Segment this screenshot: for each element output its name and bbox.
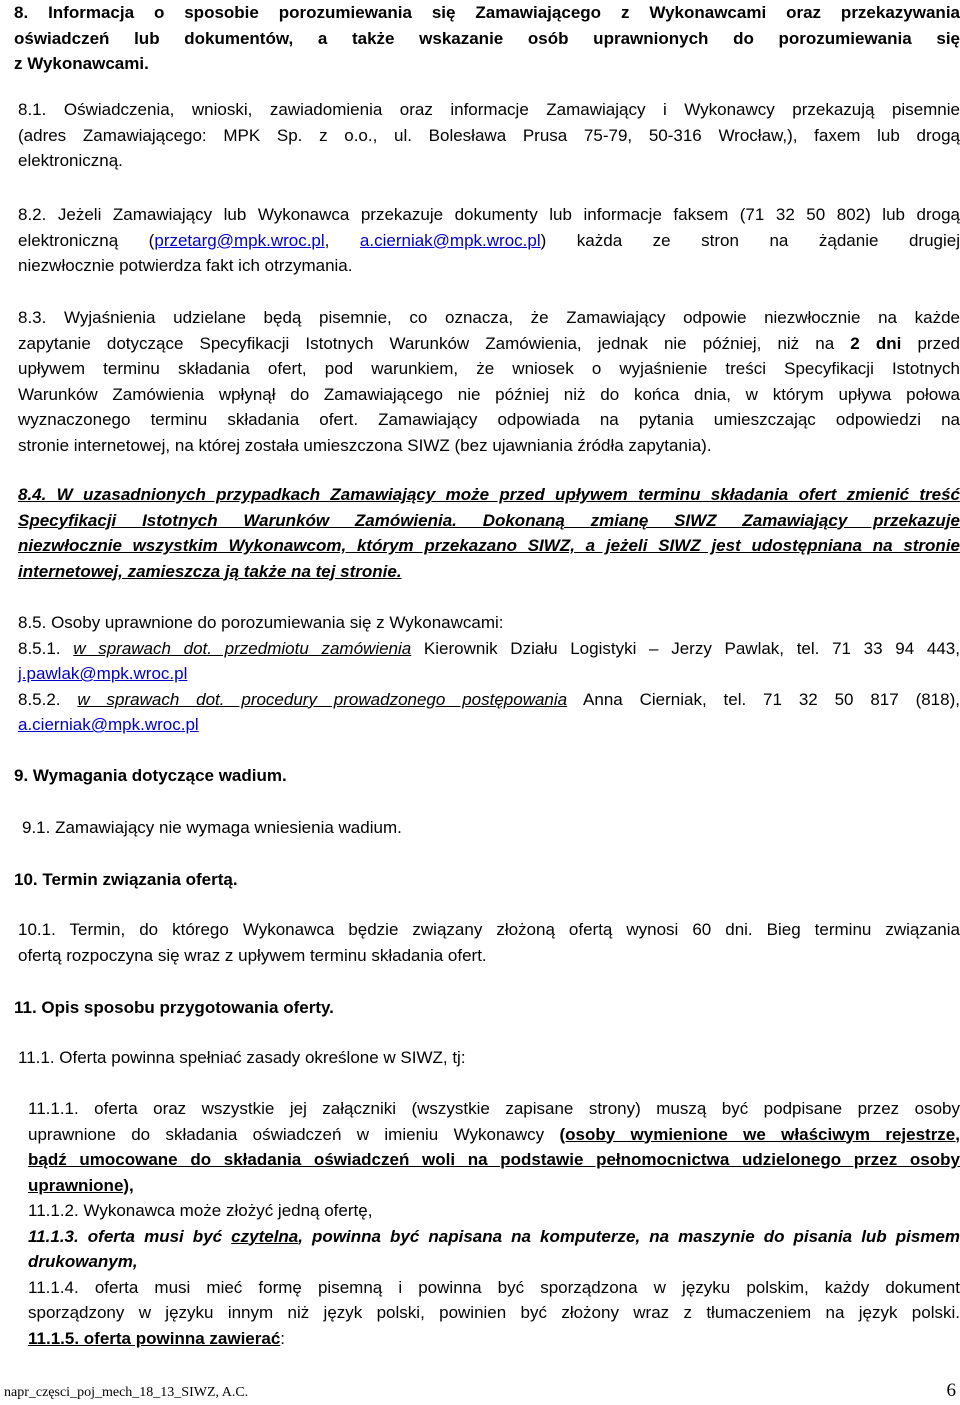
paragraph-11-1-items [28, 1096, 960, 1351]
text-line: (adres Zamawiającego: MPK Sp. z o.o., ul. Bolesława Prusa 75-79, 50-316 Wrocław,), faxem lub drogą [18, 125, 960, 145]
heading-line: 10. Termin związania ofertą. [14, 870, 238, 889]
text-line [18, 712, 960, 738]
italic-span: w sprawach dot. procedury prowadzonego postępowania [77, 689, 568, 709]
text-line: elektroniczną. [18, 151, 123, 170]
page-number: 6 [946, 1380, 956, 1401]
paragraph-10-1 [18, 917, 960, 968]
paragraph-8-1 [18, 97, 960, 174]
italic-span: w sprawach dot. przedmiotu zamówienia [73, 638, 412, 658]
text-line: Warunków Zamówienia wpłynął do Zamawiającego nie później niż do końca dnia, w którym upływa połowa [18, 384, 960, 404]
text-span: przed [917, 333, 960, 353]
text-line: Specyfikacji Istotnych Warunków Zamówienia. Dokonaną zmianę SIWZ Zamawiający przekazuje [18, 510, 960, 530]
text-span: elektroniczną ( [18, 230, 155, 250]
text-span: zapytanie dotyczące Specyfikacji Istotnych Warunków Zamówienia, jednak nie później, niż na [18, 333, 835, 353]
text-line [18, 228, 960, 254]
paragraph-8-2 [18, 202, 960, 279]
heading-line: oświadczeń lub dokumentów, a także wskazanie osób uprawnionych do porozumiewania się [14, 28, 960, 48]
paragraph-9-1 [22, 815, 960, 841]
text-span: Kierownik Działu Logistyki – Jerzy Pawlak, tel. 71 33 94 443, [423, 638, 960, 658]
text-line: 11.1. Oferta powinna spełniać zasady określone w SIWZ, tj: [18, 1048, 466, 1067]
text-span: , [324, 230, 360, 250]
text-line: 11.1.2. Wykonawca może złożyć jedną ofertę, [28, 1201, 373, 1220]
text-line: 8.5. Osoby uprawnione do porozumiewania się z Wykonawcami: [18, 613, 504, 632]
paragraph-8-5 [18, 610, 960, 738]
email-link-przetarg[interactable]: przetarg@mpk.wroc.pl [154, 230, 325, 250]
text-line: sporządzony w języku innym niż język polski, powinien być złożony wraz z tłumaczeniem na język polski. [28, 1303, 960, 1322]
text-line [28, 1326, 960, 1352]
section-11-heading [14, 995, 960, 1021]
text-line: upływem terminu składania ofert, pod warunkiem, że wniosek o wyjaśnienie treści Specyfikacji Istotnych [18, 359, 960, 378]
text-line: stronie internetowej, na której została umieszczona SIWZ (bez ujawniania źródła zapytania). [18, 435, 712, 455]
text-line: bądź umocowane do składania oświadczeń woli na podstawie pełnomocnictwa udzielonego przez osoby [28, 1150, 960, 1169]
section-10-heading [14, 867, 960, 893]
heading-line: 8. Informacja o sposobie porozumiewania się Zamawiającego z Wykonawcami oraz przekazywania [14, 3, 960, 22]
text-span: 8.5.1. [18, 638, 61, 658]
text-line [18, 687, 960, 713]
text-span: : [280, 1328, 286, 1348]
text-line: internetowej, zamieszcza ją także na tej stronie. [18, 561, 402, 581]
text-span: ) każda ze stron na żądanie drugiej [540, 230, 960, 250]
paragraph-8-3 [18, 305, 960, 458]
heading-line: 11. Opis sposobu przygotowania oferty. [14, 998, 334, 1017]
text-line: 8.1. Oświadczenia, wnioski, zawiadomienia oraz informacje Zamawiający i Wykonawcy przekazują pisemnie [18, 100, 960, 119]
paragraph-11-1 [18, 1045, 960, 1071]
text-line: ofertą rozpoczyna się wraz z upływem terminu składania ofert. [18, 945, 487, 965]
text-line: 11.1.4. oferta musi mieć formę pisemną i powinna być sporządzona w języku polskim, każdy dokument [28, 1277, 960, 1297]
section-8-heading [14, 0, 960, 77]
text-line [18, 636, 960, 662]
text-line: 8.3. Wyjaśnienia udzielane będą pisemnie, co oznacza, że Zamawiający odpowie niezwłocznie na każde [18, 308, 960, 327]
bold-span: (osoby wymienione we właściwym rejestrze, [559, 1124, 960, 1144]
bold-span: 11.1.5. oferta powinna zawierać [28, 1328, 281, 1348]
text-line [18, 331, 960, 357]
email-link-cierniak-2[interactable]: a.cierniak@mpk.wroc.pl [18, 715, 199, 734]
text-span: uprawnione do składania oświadczeń w imieniu Wykonawcy [28, 1124, 545, 1144]
email-link-pawlak[interactable]: j.pawlak@mpk.wroc.pl [18, 664, 188, 683]
text-span: Anna Cierniak, tel. 71 32 50 817 (818), [583, 689, 960, 709]
text-span: 8.5.2. [18, 689, 61, 709]
heading-line: 9. Wymagania dotyczące wadium. [14, 766, 287, 785]
text-line: wyznaczonego terminu składania ofert. Zamawiający odpowiada na pytania umieszczając odpowiedzi na [18, 410, 960, 429]
text-line [28, 1122, 960, 1148]
text-line: 11.1.1. oferta oraz wszystkie jej załączniki (wszystkie zapisane strony) muszą być podpisane przez osoby [28, 1099, 960, 1118]
heading-line: z Wykonawcami. [14, 54, 149, 73]
bold-span: 2 dni [850, 333, 902, 353]
text-line: 9.1. Zamawiający nie wymaga wniesienia wadium. [22, 818, 402, 837]
text-line [18, 661, 960, 687]
text-line: niezwłocznie wszystkim Wykonawcom, którym przekazano SIWZ, a jeżeli SIWZ jest udostępniana na stronie [18, 536, 960, 555]
underlined-span: czytelna [231, 1226, 299, 1246]
text-line [28, 1224, 960, 1250]
paragraph-8-4 [18, 482, 960, 584]
text-line: 8.2. Jeżeli Zamawiający lub Wykonawca przekazuje dokumenty lub informacje faksem (71 32 50 802) lub drogą [18, 205, 960, 224]
text-line: uprawnione), [28, 1175, 134, 1195]
footer-filename: napr_częsci_poj_mech_18_13_SIWZ, A.C. [4, 1385, 249, 1400]
section-9-heading [14, 763, 960, 789]
text-line: 10.1. Termin, do którego Wykonawca będzie związany złożoną ofertą wynosi 60 dni. Bieg terminu związania [18, 920, 960, 939]
email-link-cierniak[interactable]: a.cierniak@mpk.wroc.pl [359, 230, 541, 250]
text-span: , powinna być napisana na komputerze, na maszynie do pisania lub pismem [298, 1226, 960, 1246]
text-line: niezwłocznie potwierdza fakt ich otrzymania. [18, 256, 353, 275]
text-line: 8.4. W uzasadnionych przypadkach Zamawiający może przed upływem terminu składania ofert zmienić treść [18, 485, 960, 504]
text-line: drukowanym, [28, 1252, 138, 1271]
text-span: 11.1.3. oferta musi być [28, 1226, 223, 1246]
